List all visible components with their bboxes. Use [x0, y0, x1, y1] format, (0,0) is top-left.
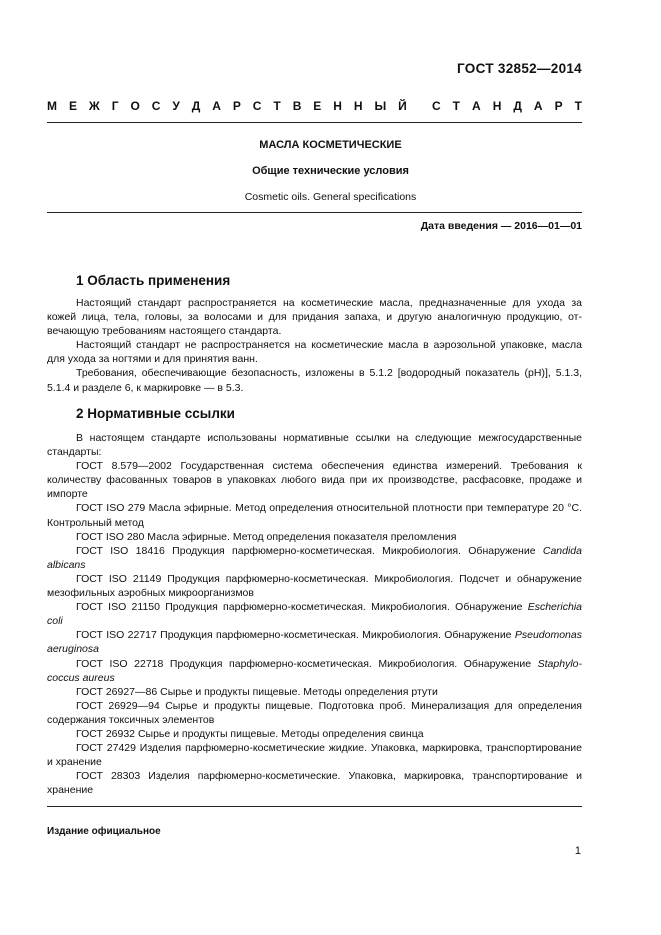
- footer-rule: [47, 806, 582, 807]
- reference-item: ГОСТ 26932 Сырье и продукты пищевые. Методы определения свинца: [76, 727, 424, 740]
- letter: Н: [333, 99, 342, 113]
- species-name: Escherichia coli: [47, 601, 582, 628]
- paragraph: Настоящий стандарт не распространяется на косметические масла в аэрозольной упаковке, масла для ухода за ногтями и для принятия ванн.: [47, 339, 582, 366]
- letter: Е: [313, 99, 322, 113]
- reference-item: ГОСТ 28303 Изделия парфюмерно-косметические. Упаковка, маркировка, транспортирование и хранение: [47, 770, 582, 797]
- letter: А: [533, 99, 543, 113]
- header-rule-bottom: [47, 212, 582, 213]
- title-english: Cosmetic oils. General specifications: [244, 191, 417, 203]
- letter: С: [252, 99, 262, 113]
- letter: У: [172, 99, 180, 113]
- species-name: Pseudomonas aeruginosa: [47, 629, 582, 656]
- letter: Д: [191, 99, 201, 113]
- reference-item: ГОСТ ISO 18416 Продукция парфюмерно-косметическая. Микробиология. Обнаружение Candida albicans: [47, 544, 582, 571]
- letter: С: [151, 99, 161, 113]
- reference-item: ГОСТ ISO 279 Масла эфирные. Метод определения относительной плотности при температуре 20 °С. Контрольный метод: [47, 502, 582, 529]
- letter: Р: [554, 99, 563, 113]
- letter: С: [432, 99, 441, 113]
- header-rule-top: [47, 122, 582, 123]
- reference-item: ГОСТ 26927—86 Сырье и продукты пищевые. Методы определения ртути: [76, 685, 438, 698]
- reference-item: ГОСТ ISO 21149 Продукция парфюмерно-косметическая. Микробиология. Подсчет и обнаружение мезофильных аэробных микроорганизмов: [47, 572, 582, 600]
- paragraph: Требования, обеспечивающие безопасность, изложены в 5.1.2 [водородный показатель (рН)], 5.1.3, 5.1.4 и разделе 6, к маркировке — в 5.3.: [47, 367, 582, 394]
- reference-item: В настоящем стандарте использованы нормативные ссылки на следующие межгосударственные стандарты:: [47, 432, 582, 459]
- letter: Т: [574, 99, 582, 113]
- letter: Н: [353, 99, 363, 113]
- letter: А: [472, 99, 481, 113]
- section-1-body: [47, 296, 582, 395]
- page-number: 1: [574, 845, 581, 857]
- letter: В: [292, 99, 302, 113]
- reference-item: ГОСТ ISO 21150 Продукция парфюмерно-косметическая. Микробиология. Обнаружение Escherichia coli: [47, 601, 582, 628]
- reference-item: ГОСТ ISO 22717 Продукция парфюмерно-косметическая. Микробиология. Обнаружение Pseudomonas aeruginosa: [47, 629, 582, 656]
- reference-item: ГОСТ 26929—94 Сырье и продукты пищевые. Подготовка проб. Минерализация для определения содержания токсичных элементов: [47, 699, 582, 726]
- letter: Д: [513, 99, 522, 113]
- reference-item: ГОСТ ISO 22718 Продукция парфюмерно-косметическая. Микробиология. Обнаружение Staphylococcus aureus: [47, 657, 582, 684]
- letter: Т: [452, 99, 461, 113]
- title-sub: Общие технические условия: [252, 165, 409, 177]
- section-2-heading: 2 Нормативные ссылки: [76, 406, 235, 421]
- letter: Т: [273, 99, 281, 113]
- letter: Е: [68, 99, 77, 113]
- title-main: МАСЛА КОСМЕТИЧЕСКИЕ: [259, 139, 402, 151]
- species-name: Staphylococcus aureus: [47, 657, 582, 684]
- intro-date: Дата введения — 2016—01—01: [420, 220, 582, 232]
- reference-item: ГОСТ 8.579—2002 Государственная система обеспечения единства измерений. Требования к количеству фасованных товаров в упаковках любого вида при их производстве, расфасовке, продаже и импорте: [47, 460, 582, 501]
- letter: Ж: [88, 99, 100, 113]
- section-1-heading: 1 Область применения: [76, 273, 231, 288]
- standard-type-word-1: [47, 99, 407, 113]
- standard-type-line: [47, 99, 582, 113]
- section-2-body: [47, 431, 582, 797]
- letter: Н: [492, 99, 502, 113]
- reference-item: ГОСТ 27429 Изделия парфюмерно-косметические жидкие. Упаковка, маркировка, транспортирование и хранение: [47, 742, 582, 769]
- letter: Ы: [374, 99, 387, 113]
- paragraph: Настоящий стандарт распространяется на косметические масла, предназначенные для ухода за кожей лица, тела, головы, за волосами и для придания запаха, и другую аналогичную продукцию, отвечающую требованиям настоящего стандарта.: [47, 297, 582, 338]
- letter: Р: [232, 99, 241, 113]
- reference-item: ГОСТ ISO 280 Масла эфирные. Метод определения показателя преломления: [76, 530, 457, 543]
- letter: О: [130, 99, 140, 113]
- letter: М: [47, 99, 57, 113]
- letter: Г: [111, 99, 119, 113]
- species-name: Candida albicans: [47, 544, 582, 571]
- letter: Й: [398, 99, 407, 113]
- document-code: ГОСТ 32852—2014: [457, 61, 582, 76]
- edition-label: Издание официальное: [47, 826, 161, 837]
- standard-type-word-2: [432, 99, 582, 113]
- letter: А: [212, 99, 221, 113]
